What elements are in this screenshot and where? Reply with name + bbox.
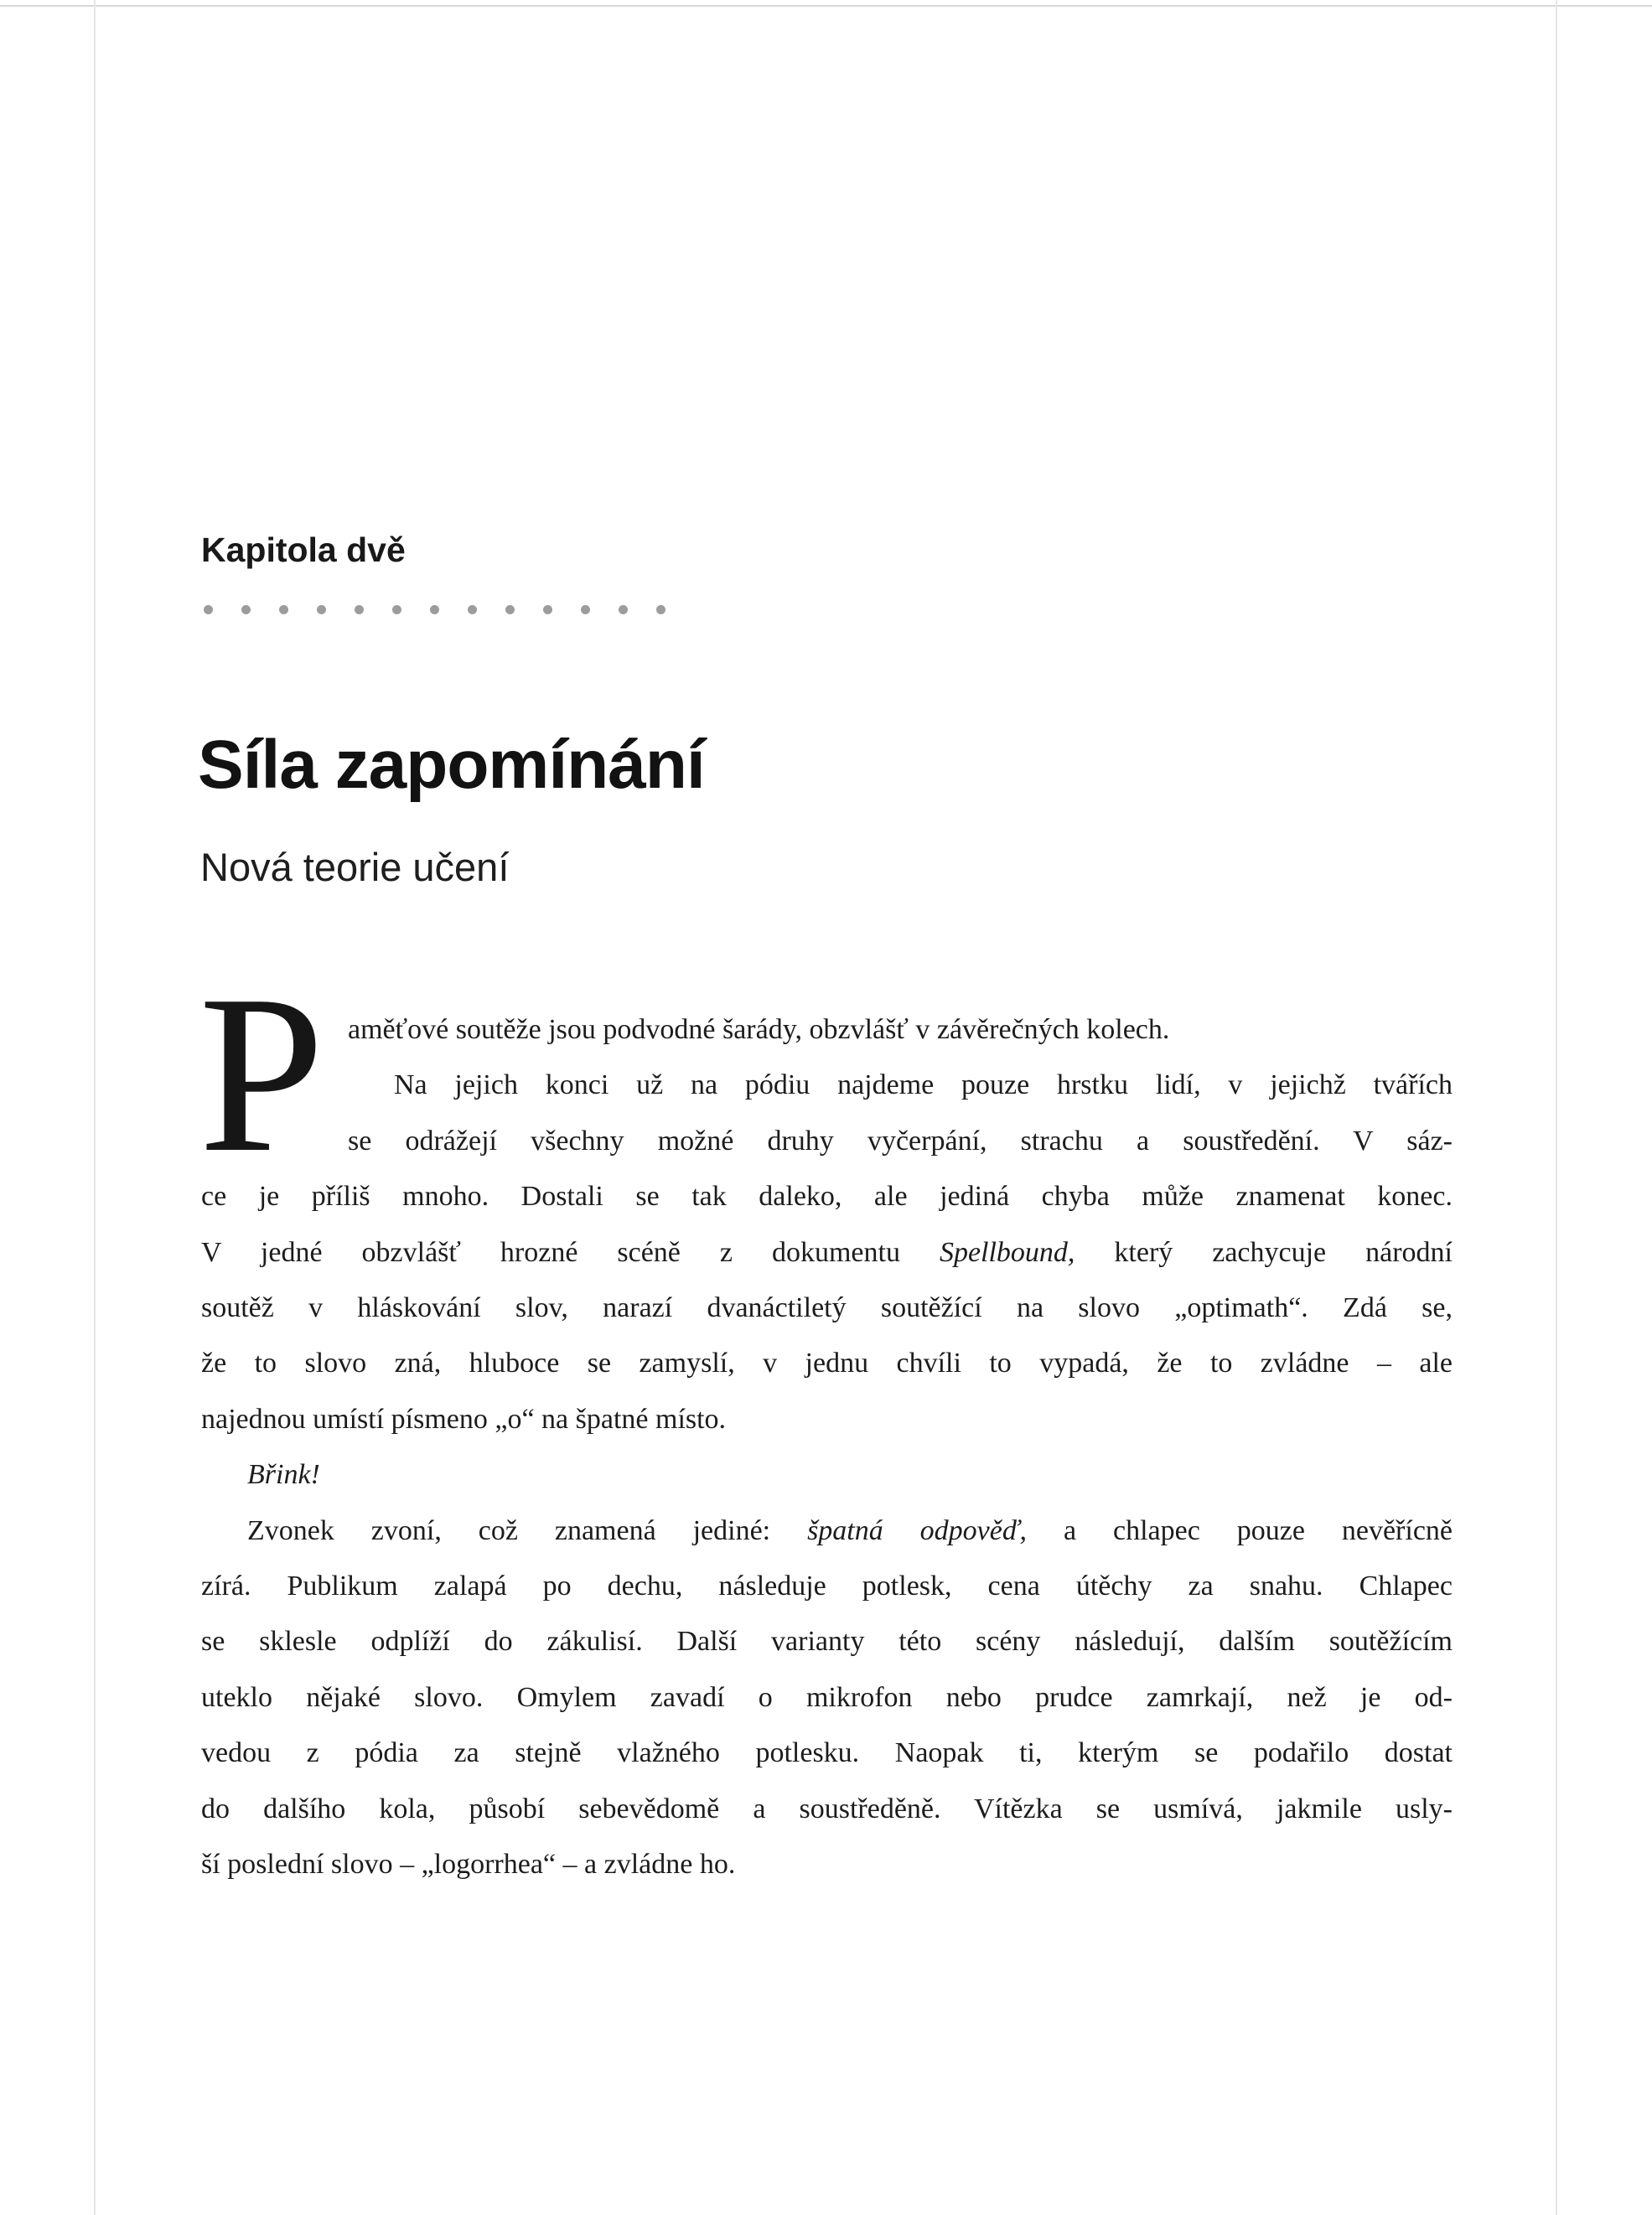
body-text-segment: Zvonek zvoní, což znamená jediné:: [247, 1514, 808, 1546]
page-edge-left-line: [94, 0, 96, 2215]
body-text-segment: V jedné obzvlášť hrozné scéně z dokumentu: [201, 1236, 940, 1268]
body-line: [201, 1169, 1453, 1224]
body-line: [201, 1392, 1453, 1447]
body-line: [348, 1058, 1453, 1113]
body-text-segment: se sklesle odplíží do zákulisí. Další varianty této scény následují, dalším soutěžícím: [201, 1626, 1453, 1658]
page-edge-top-line: [0, 5, 1652, 7]
page-edge-right-line: [1556, 0, 1557, 2215]
body-text-segment: Na jejich konci už na pódiu najdeme pouze hrstku lidí, v jejichž tvářích: [394, 1069, 1453, 1101]
body-text-segment: do dalšího kola, působí sebevědomě a soustředěně. Vítězka se usmívá, jakmile usly-: [201, 1793, 1453, 1824]
body-text-segment: ce je příliš mnoho. Dostali se tak daleko, ale jediná chyba může znamenat konec.: [201, 1181, 1453, 1213]
body-text-italic-segment: špatná odpověď,: [807, 1514, 1028, 1546]
body-text-italic-segment: Spellbound,: [939, 1236, 1075, 1268]
body-line: [201, 1559, 1453, 1614]
body-text-segment: a chlapec pouze nevěřícně: [1027, 1514, 1453, 1546]
dot-icon: [543, 605, 552, 614]
dot-icon: [430, 605, 439, 614]
body-text-segment: ší poslední slovo – „logorrhea“ – a zvládne ho.: [201, 1849, 736, 1881]
body-text-segment: který zachycuje národní: [1075, 1236, 1453, 1268]
body-text-segment: že to slovo zná, hluboce se zamyslí, v jednu chvíli to vypadá, že to zvládne – ale: [201, 1348, 1453, 1379]
chapter-label: Kapitola dvě: [201, 530, 406, 569]
dot-icon: [317, 605, 326, 614]
body-text-segment: aměťové soutěže jsou podvodné šarády, obzvlášť v závěrečných kolech.: [348, 1014, 1170, 1045]
dot-icon: [656, 605, 665, 614]
body-text: [201, 1002, 1453, 1893]
dot-icon: [505, 605, 515, 614]
body-line: [201, 1281, 1453, 1336]
body-text-italic-segment: Břink!: [247, 1459, 320, 1491]
body-line: [201, 1726, 1453, 1781]
body-line: [201, 1782, 1453, 1837]
body-text-segment: soutěž v hláskování slov, narazí dvanáctiletý soutěžící na slovo „optimath“. Zdá se,: [201, 1292, 1453, 1324]
dots-row: [204, 603, 694, 613]
body-line: [201, 1614, 1453, 1669]
dot-icon: [355, 605, 364, 614]
body-line: [348, 1114, 1453, 1169]
body-text-segment: najednou umístí písmeno „o“ na špatné místo.: [201, 1403, 727, 1435]
page-title: Síla zapomínání: [198, 727, 705, 803]
dot-icon: [241, 605, 251, 614]
drop-cap: P: [199, 949, 325, 1199]
body-line: [201, 1670, 1453, 1726]
body-line: [201, 1336, 1453, 1391]
dot-icon: [204, 605, 213, 614]
dot-icon: [468, 605, 477, 614]
dot-icon: [279, 605, 288, 614]
page-subtitle: Nová teorie učení: [200, 845, 510, 889]
body-line: [201, 1225, 1453, 1281]
body-text-segment: zírá. Publikum zalapá po dechu, následuje potlesk, cena útěchy za snahu. Chlapec: [201, 1571, 1453, 1602]
body-text-segment: vedou z pódia za stejně vlažného potlesku. Naopak ti, kterým se podařilo dostat: [201, 1737, 1453, 1769]
body-line: [201, 1837, 1453, 1892]
body-line: [348, 1002, 1453, 1058]
dot-icon: [392, 605, 401, 614]
body-line: [201, 1503, 1453, 1559]
body-text-segment: uteklo nějaké slovo. Omylem zavadí o mikrofon nebo prudce zamrkají, než je od-: [201, 1681, 1453, 1713]
dot-icon: [581, 605, 590, 614]
dot-icon: [619, 605, 628, 614]
body-text-segment: se odrážejí všechny možné druhy vyčerpání, strachu a soustředění. V sáz-: [348, 1125, 1453, 1157]
body-line: [201, 1447, 1453, 1503]
